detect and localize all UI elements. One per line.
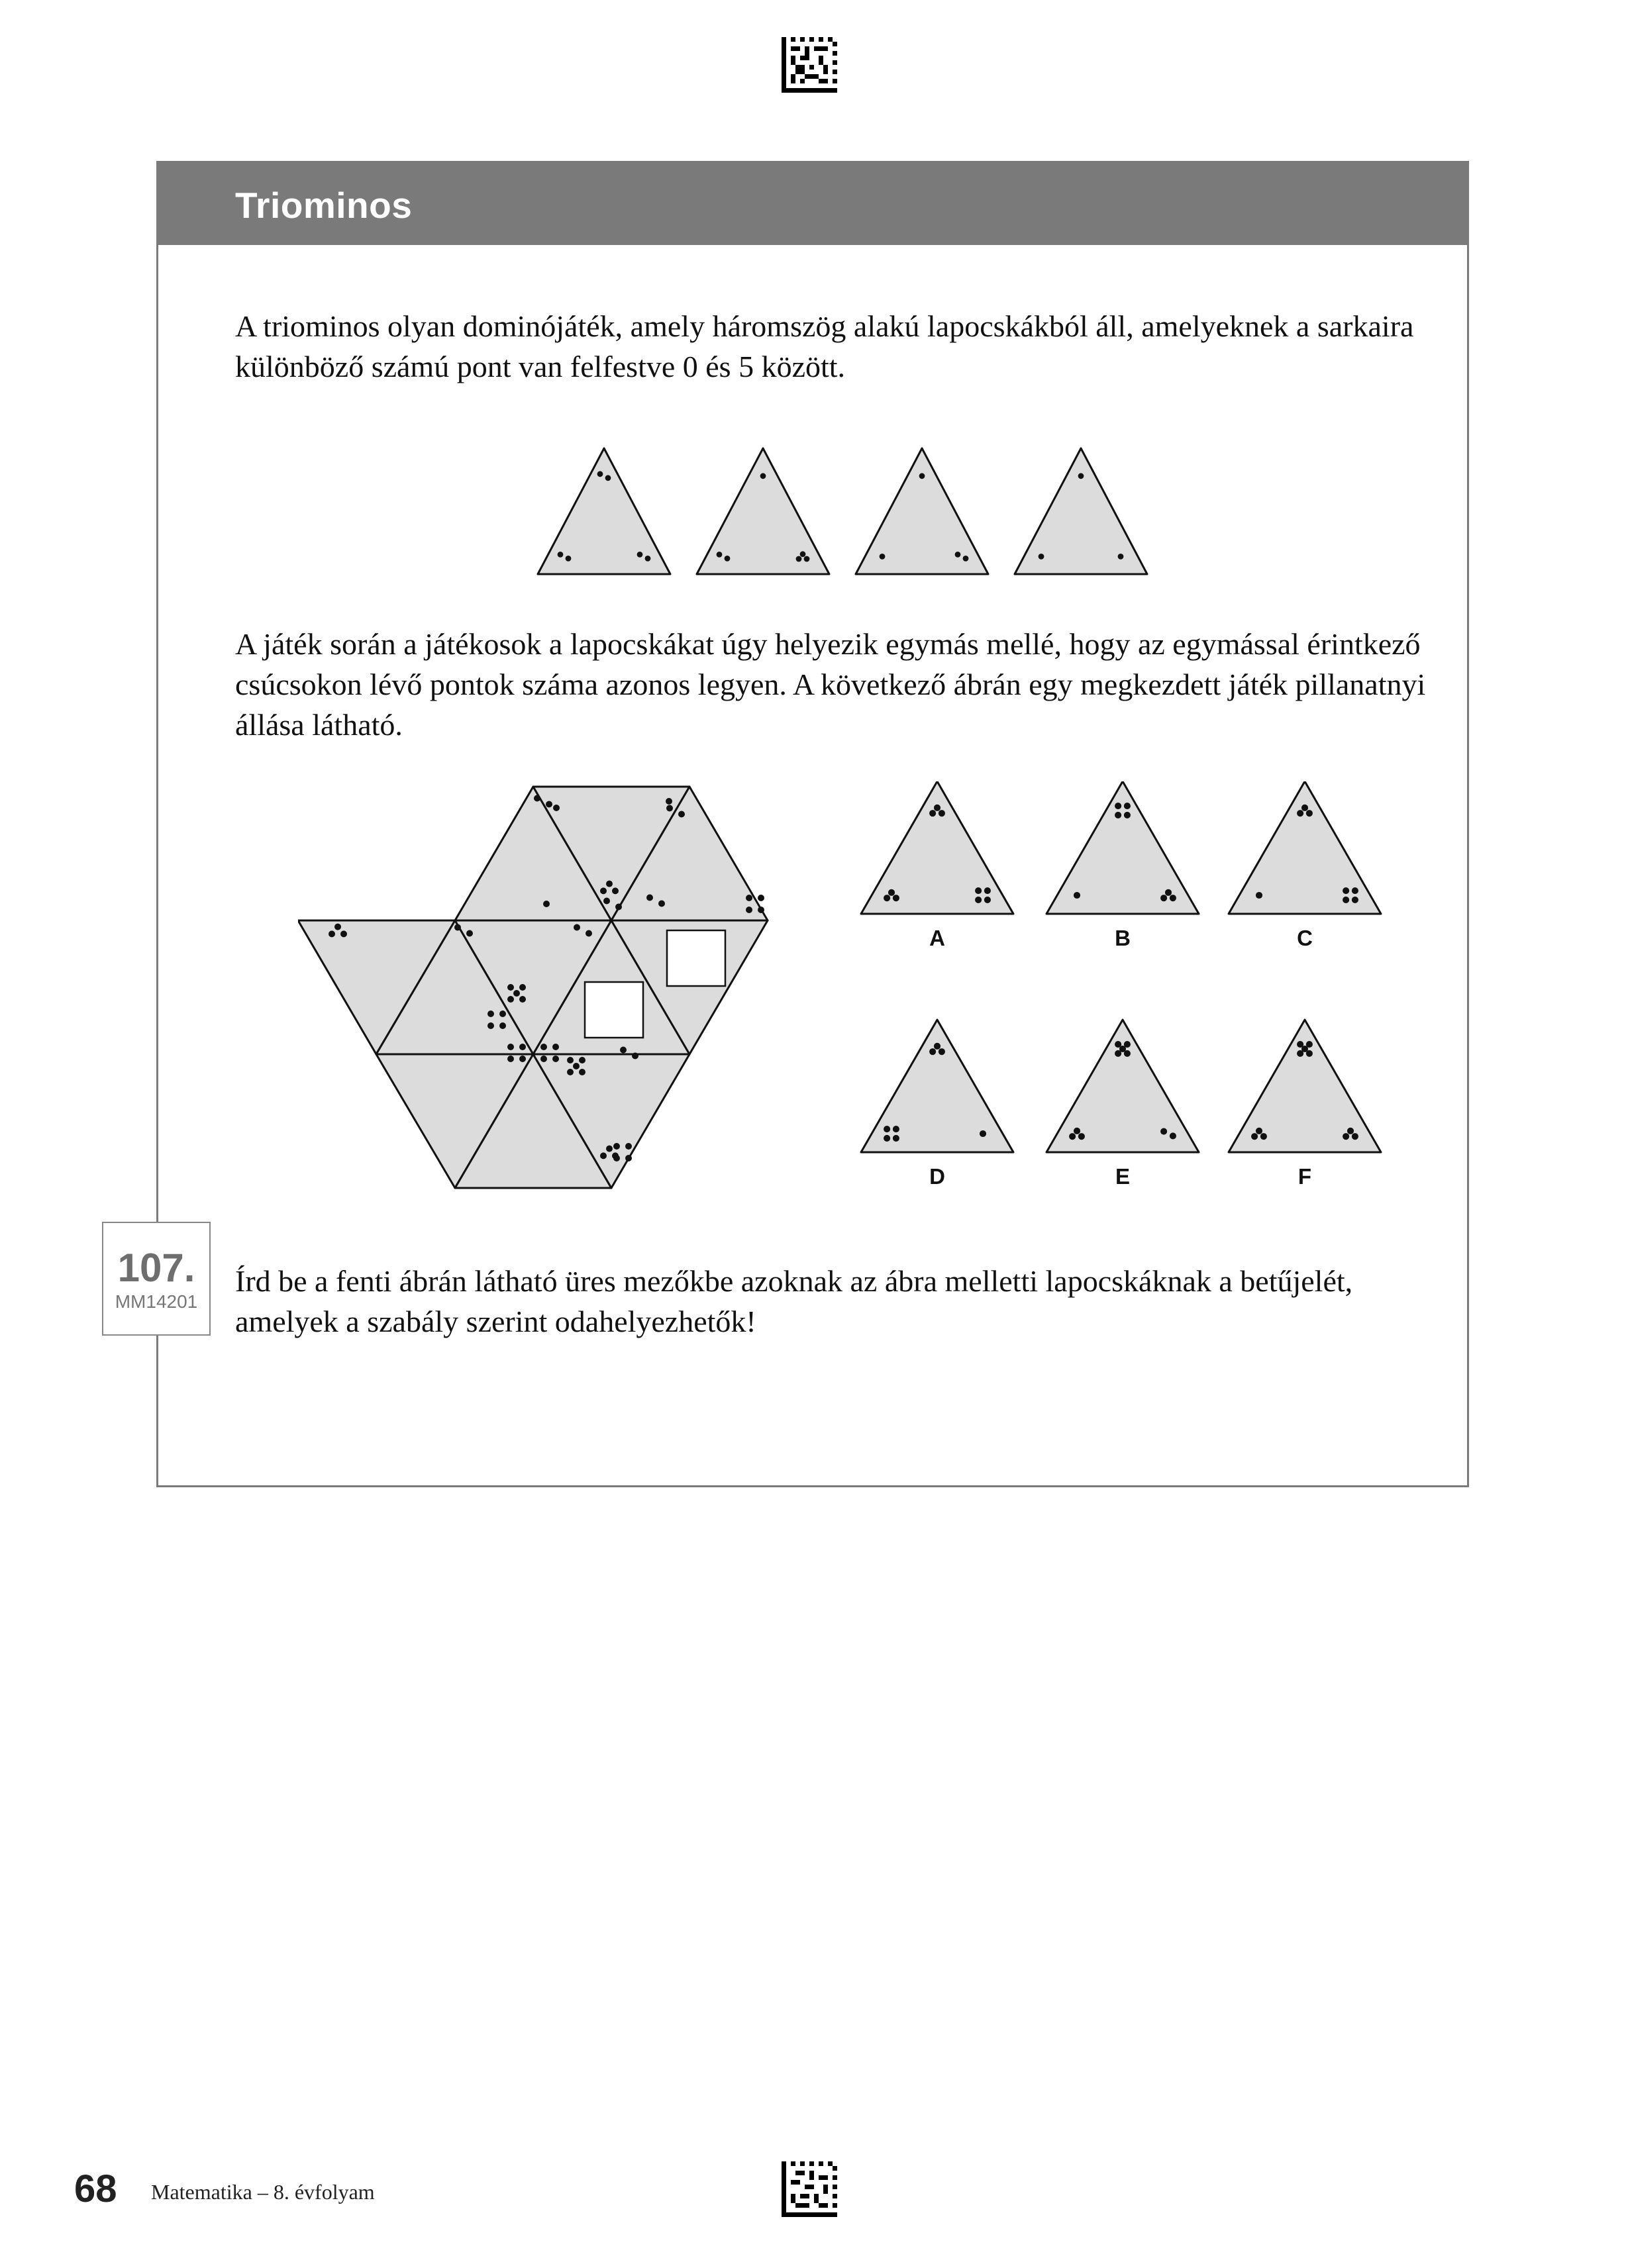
tile-dot [507, 1044, 514, 1050]
question-text: Írd be a fenti ábrán látható üres mezőkbe azoknak az ábra melletti lapocskáknak a betűjelét, amelyek a szabály szerint odahelyezhetők! [235, 1264, 1353, 1338]
triomino-tile [1046, 781, 1199, 914]
tile-dot [1343, 887, 1349, 894]
option-label-b: B [1115, 926, 1131, 950]
tile-dot [984, 887, 991, 894]
tile-dot [1124, 812, 1131, 818]
tile-dot [600, 887, 607, 894]
triomino-tile [1229, 781, 1381, 914]
tile-dot [1301, 805, 1308, 811]
tile-dot [507, 1056, 514, 1062]
tile-dot [454, 924, 461, 931]
tile-dot [567, 1069, 574, 1075]
tile-dot [334, 924, 341, 930]
triomino-tile [697, 448, 829, 574]
triomino-tile [1229, 1020, 1381, 1152]
tile-dot [1078, 1133, 1085, 1140]
tile-dot [939, 1048, 945, 1055]
tile-dot [1347, 1128, 1354, 1134]
tile-dot [600, 1152, 607, 1159]
tile-dot [1124, 1050, 1131, 1057]
triomino-tile [1015, 448, 1147, 574]
answer-slot-2[interactable] [667, 930, 725, 986]
tile-dot [893, 895, 899, 901]
tile-dot [625, 1155, 632, 1161]
game-board [298, 781, 788, 1205]
tile-dot [567, 1057, 574, 1063]
tile-dot [893, 1135, 899, 1142]
tile-dot [1306, 810, 1313, 816]
footer-title: Matematika – 8. évfolyam [151, 2180, 375, 2204]
tile-dot [507, 984, 514, 991]
tile-dot [963, 556, 969, 562]
intro-paragraph-1: A triominos olyan dominójáték, amely háromszög alakú lapocskákból áll, amelyeknek a sarkaira különböző számú pont van felfestve 0 és 5 között. [235, 309, 1414, 383]
option-label-e: E [1115, 1164, 1131, 1189]
tile-dot [884, 895, 890, 901]
intro-paragraph-2: A játék során a játékosok a lapocskákat úgy helyezik egymás mellé, hogy az egymással érintkező csúcsokon lévő pontok száma azonos legyen. A következő ábrán egy megkezdett játék pillanatnyi állása látható. [235, 627, 1426, 742]
tile-dot [678, 811, 685, 818]
tile-dot [919, 473, 925, 479]
triomino-tile [856, 448, 988, 574]
tile-dot [1074, 892, 1080, 899]
tile-dot [934, 1043, 941, 1050]
tile-dot [1260, 1133, 1267, 1140]
tile-dot [597, 471, 603, 477]
tile-dot [519, 1056, 526, 1062]
tile-dot [625, 1143, 632, 1150]
tile-dot [884, 1126, 890, 1132]
tile-dot [1124, 803, 1131, 809]
tile-dot [613, 1155, 620, 1161]
tile-dot [658, 901, 665, 907]
tile-dot [955, 552, 961, 558]
tile-dot [1343, 1133, 1349, 1140]
tile-dot [1118, 554, 1124, 560]
tile-dot [1069, 1133, 1076, 1140]
option-label-a: A [929, 926, 945, 950]
tile-dot [552, 1056, 559, 1062]
tile-dot [1251, 1133, 1258, 1140]
task-title: Triominos [235, 185, 413, 226]
tile-dot [758, 895, 764, 901]
tile-dot [620, 1047, 627, 1054]
tile-dot [884, 1135, 890, 1142]
tile-dot [540, 1044, 547, 1050]
tile-dot [1306, 1050, 1313, 1057]
tile-dot [796, 556, 802, 562]
tile-dot [746, 907, 752, 913]
option-label-d: D [929, 1164, 945, 1189]
tile-dot [800, 551, 806, 557]
tile-dot [980, 1130, 986, 1137]
tile-dot [975, 887, 982, 894]
tile-dot [553, 805, 560, 811]
tile-dot [1297, 810, 1303, 816]
tile-dot [466, 930, 473, 937]
tile-dot [1352, 897, 1358, 903]
tile-dot [613, 1143, 620, 1150]
tile-dot [646, 895, 653, 901]
tile-dot [1078, 473, 1084, 479]
tile-dot [929, 1048, 936, 1055]
tile-dot [574, 924, 580, 931]
tile-dot [487, 1022, 494, 1029]
tile-dot [934, 805, 941, 811]
tile-dot [1297, 1050, 1303, 1057]
example-tiles [530, 440, 1172, 583]
tile-dot [760, 473, 766, 479]
triomino-tile [1046, 1020, 1199, 1152]
tile-dot [519, 984, 526, 991]
tile-dot [666, 805, 673, 812]
tile-dot [1115, 1050, 1121, 1057]
question-code: MM14201 [115, 1291, 198, 1312]
tile-dot [929, 810, 936, 816]
tile-dot [606, 881, 613, 887]
tile-dot [513, 990, 520, 997]
option-label-c: C [1297, 926, 1313, 950]
tile-dot [725, 556, 731, 562]
question-number: 107. [117, 1246, 195, 1290]
tile-dot [507, 996, 514, 1003]
tile-dot [893, 1126, 899, 1132]
tile-dot [499, 1022, 506, 1029]
tile-dot [552, 1044, 559, 1050]
tile-dot [487, 1011, 494, 1017]
tile-dot [566, 556, 572, 562]
tile-dot [758, 907, 764, 913]
triomino-tile [861, 781, 1013, 914]
datamatrix-code-bottom [782, 2161, 837, 2217]
tile-dot [540, 1056, 547, 1062]
answer-options [848, 781, 1417, 1212]
tile-dot [603, 898, 610, 905]
tile-dot [888, 889, 895, 896]
tile-dot [1170, 895, 1176, 901]
tile-dot [1165, 889, 1172, 896]
tile-dot [637, 552, 643, 558]
tile-dot [1352, 1133, 1358, 1140]
tile-dot [579, 1069, 585, 1075]
tile-dot [1352, 887, 1358, 894]
tile-dot [1343, 897, 1349, 903]
tile-dot [632, 1053, 638, 1060]
triomino-tile [538, 448, 670, 574]
tile-dot [1160, 895, 1167, 901]
tile-dot [1256, 892, 1262, 899]
tile-dot [939, 810, 945, 816]
tile-dot [558, 552, 564, 558]
tile-dot [645, 556, 651, 562]
triomino-tile [861, 1020, 1013, 1152]
tile-dot [519, 996, 526, 1003]
tile-dot [880, 554, 886, 560]
tile-dot [746, 895, 752, 901]
tile-dot [605, 475, 611, 481]
tile-dot [546, 801, 552, 808]
tile-dot [606, 1146, 613, 1152]
tile-dot [499, 1011, 506, 1017]
tile-dot [340, 930, 347, 937]
tile-dot [1170, 1132, 1176, 1139]
tile-dot [573, 1063, 580, 1069]
tile-dot [534, 795, 540, 802]
question-number-box [102, 1222, 211, 1336]
tile-dot [543, 901, 550, 907]
page-number: 68 [74, 2167, 117, 2210]
tile-dot [804, 556, 810, 562]
tile-dot [666, 798, 672, 805]
tile-dot [579, 1057, 585, 1063]
tile-dot [329, 930, 335, 937]
tile-dot [717, 552, 723, 558]
datamatrix-code-top [782, 37, 837, 93]
tile-dot [1074, 1128, 1080, 1134]
tile-dot [975, 897, 982, 903]
tile-dot [984, 897, 991, 903]
tile-dot [585, 930, 592, 937]
tile-dot [1256, 1128, 1262, 1134]
tile-dot [1039, 554, 1044, 560]
tile-dot [1115, 803, 1121, 809]
tile-dot [519, 1044, 526, 1050]
tile-dot [1115, 812, 1121, 818]
tile-dot [615, 904, 622, 911]
option-label-f: F [1297, 1164, 1312, 1189]
tile-dot [612, 887, 619, 894]
answer-slot-1[interactable] [585, 982, 643, 1038]
tile-dot [1160, 1128, 1167, 1134]
